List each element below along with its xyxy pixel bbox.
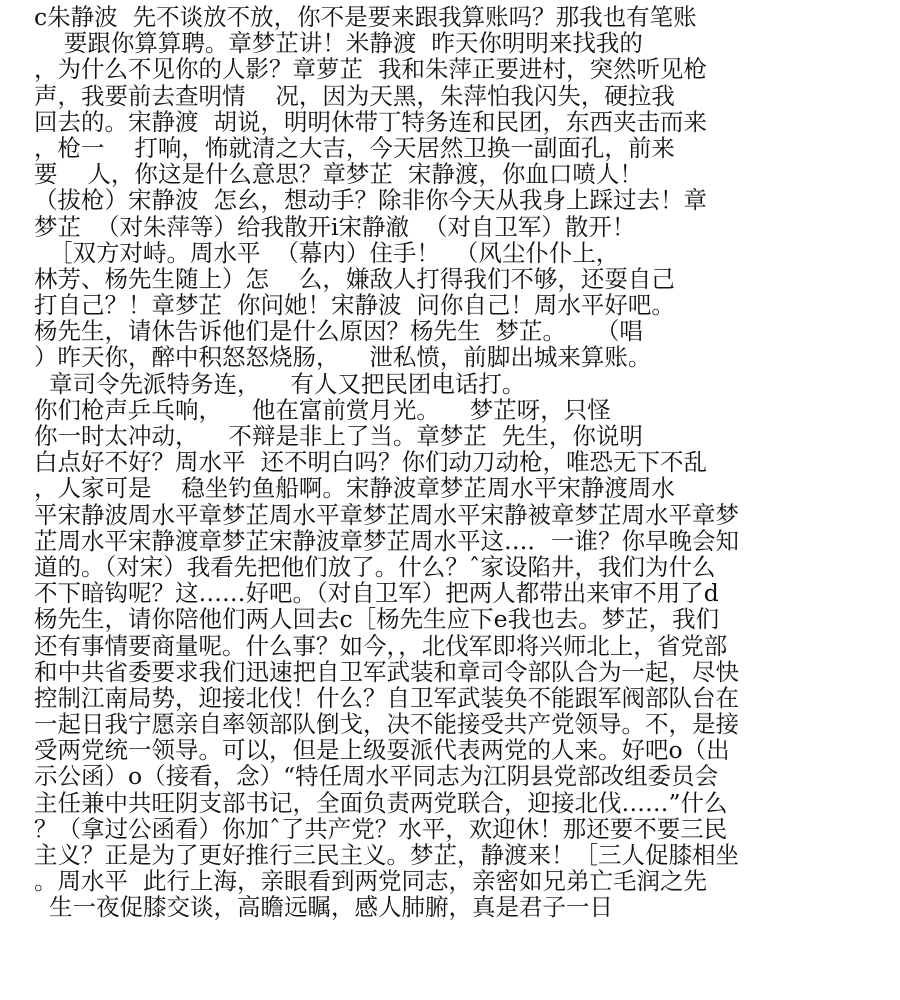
text-line: 和中共省委要求我们迅速把自卫军武装和章司令部队合为一起，尽快 [34,658,739,685]
text-line: 白点好不好？周水平 还不明白吗？你们动刀动枪，唯恐无下不乱 [34,449,707,476]
text-line: 梦芷 （对朱萍等）给我散开i宋静澈 （对自卫军）散开！ [34,213,636,240]
text-line: 要 人，你这是什么意思？章梦芷 宋静渡，你血口喷人！ [34,161,643,188]
text-line: ，为什么不见你的人影？章萝芷 我和朱萍正要进村，突然听见枪 [34,56,707,83]
text-line: 林芳、杨先生随上）怎 么，嫌敌人打得我们不够，还耍自己 [34,265,675,293]
text-line: 回去的。宋静渡 胡说，明明休带丁特务连和民团，东西夹击而来 [34,108,707,135]
text-line: ？（拿过公函看）你加ˆ了共产党？水平，欢迎休！那还要不要三民 [34,815,728,842]
text-line: 你们枪声乒乓响， 他在富前赏月光。 梦芷呀，只怪 [34,396,611,423]
text-line: 平宋静波周水平章梦芷周水平章梦芷周水平宋静被章梦芷周水平章梦 [34,501,739,528]
text-line: 杨先生，请休告诉他们是什么原因？杨先生 梦芷。 （唱 [34,318,643,345]
text-line: 受两党统一领导。可以，但是上级耍派代表两党的人来。好吧o（出 [34,737,730,764]
text-line: 打自己？！章梦芷 你问她！宋静波 问你自己！周水平好吧。 [34,292,675,319]
text-line: 示公函）o（接看，念）“特任周水平同志为江阴县党部改组委员会 [34,763,719,790]
text-line: 声，我要前去查明情 况，因为天黑，朱萍怕我闪失，硬拉我 [34,82,675,109]
text-line: 你一时太冲动， 不辩是非上了当。章梦芷 先生，你说明 [34,423,643,450]
text-line: （拔枪）宋静波 怎幺，想动手？除非你今天从我身上踩过去！章 [34,187,707,214]
text-line: ，枪一 打响，怖就清之大吉，今天居然卫换一副面孔，前来 [34,134,675,162]
text-line: 要跟你算算聘。章梦芷讲！米静渡 昨天你明明来找我的 [34,30,643,57]
text-line: 控制江南局势，迎接北伐！什么？自卫军武装奂不能跟军阀部队台在 [34,684,739,712]
text-line: ）昨天你，醉中积怒怒烧肠， 泄私愤，前脚出城来算账。 [34,344,652,371]
text-line: 主任兼中共旺阴支部书记，全面负责两党联合，迎接北伐……”什么 [34,789,728,816]
text-line: ［双方对峙。周水平 （幕内）住手！ （风尘仆仆上， [34,239,620,266]
text-line: 一起日我宁愿亲自率领部队倒戈，决不能接受共产党领导。不，是接 [34,711,739,738]
text-line: c朱静波 先不谈放不放，你不是要来跟我算账吗？那我也有笔账 [34,4,697,31]
text-line: 杨先生，请你陪他们两人回去c［杨先生应下e我也去。梦芷，我们 [34,606,720,633]
text-line: 章司令先派特务连， 有人又把民团电话打。 [34,370,526,397]
text-line: 不下暗钩呢？这……好吧。（对自卫军）把两人都带出来审不用了d [34,580,719,607]
text-line: 。周水平 此行上海，亲眼看到两党同志，亲密如兄弟亡毛润之先 [34,868,707,895]
text-line: 主义？正是为了更好推行三民主义。梦芷，静渡来！［三人促膝相坐 [34,842,739,869]
text-line: 生一夜促膝交谈，高瞻远瞩，感人肺腑，真是君子一日 [34,894,613,921]
text-line: 还有事情要商量呢。什么事？如今，，北伐军即将兴师北上，省党部 [34,632,728,659]
text-line: 芷周水平宋静渡章梦芷宋静波章梦芷周水平这…．一谁？你早晚会知 [34,527,739,554]
text-line: 道的。（对宋）我看先把他们放了。什么？ˆ家设陷井，我们为什么 [34,553,716,581]
script-text-block [34,4,884,921]
text-line: ，人家可是 稳坐钓鱼船啊。宋静波章梦芷周水平宋静渡周水 [34,475,675,502]
